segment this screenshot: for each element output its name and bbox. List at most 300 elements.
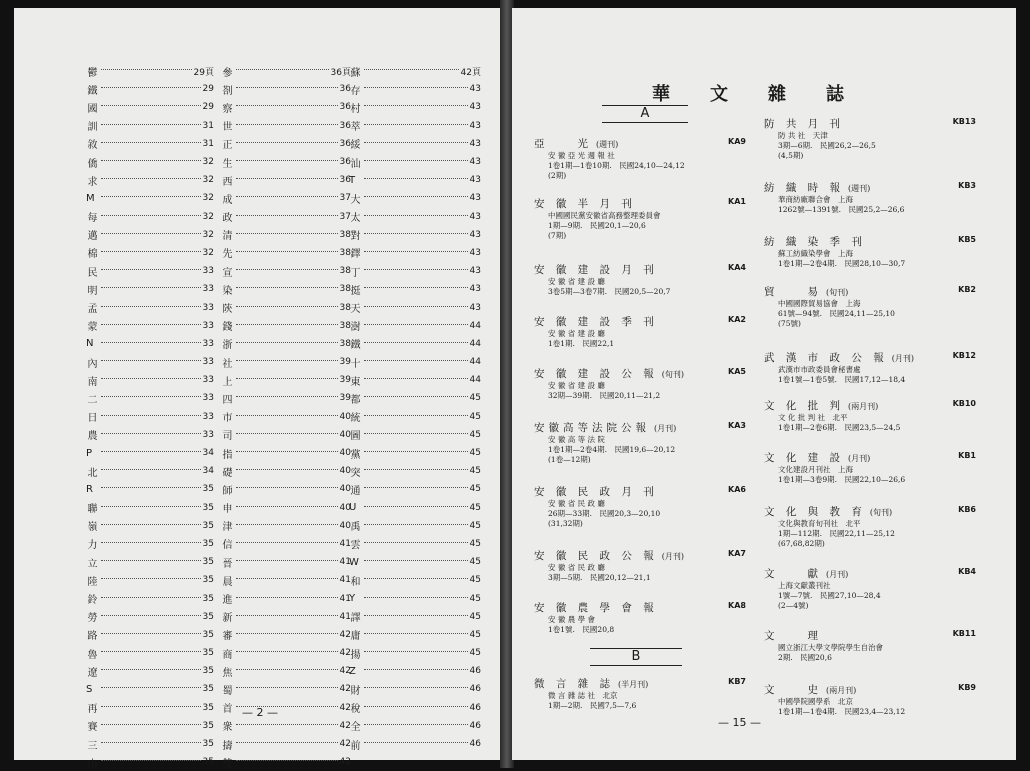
- index-row: [349, 499, 481, 517]
- call-number: KA8: [728, 601, 746, 610]
- index-row: [86, 680, 214, 698]
- index-page-number: 33: [202, 338, 214, 349]
- index-character: 遼: [87, 667, 98, 679]
- holding-detail: 蘇工紡織染學會 上海: [778, 249, 853, 258]
- index-page-number: 46: [469, 684, 481, 695]
- index-character: 澍: [350, 322, 361, 334]
- index-row: [86, 135, 214, 153]
- index-character: 商: [222, 649, 233, 661]
- leader-dots: [101, 651, 201, 652]
- index-page-number: 29: [202, 84, 214, 95]
- index-row: [86, 499, 214, 517]
- index-row: [86, 371, 214, 389]
- index-row: [86, 444, 214, 462]
- index-page-number: 35: [202, 502, 214, 513]
- index-row: [86, 626, 214, 644]
- periodical-entry: [764, 628, 974, 663]
- periodical-frequency: (月刊): [661, 552, 684, 561]
- periodical-title: [534, 136, 744, 151]
- index-page-number: 37: [339, 211, 351, 222]
- leader-dots: [101, 578, 201, 579]
- leader-dots: [101, 742, 201, 743]
- periodical-frequency: (週刊): [596, 140, 619, 149]
- index-character: 稅: [350, 704, 361, 716]
- periodical-title: [764, 566, 974, 581]
- index-character: 綏: [350, 140, 361, 152]
- leader-dots: [364, 142, 468, 143]
- index-row: [221, 426, 351, 444]
- call-number: KB12: [952, 351, 976, 360]
- index-page-number: 43: [469, 193, 481, 204]
- leader-dots: [236, 524, 338, 525]
- periodical-title-text: 安徽高等法院公報: [534, 422, 650, 434]
- index-row: [349, 389, 481, 407]
- periodical-entry: [764, 682, 974, 717]
- index-character: 信: [222, 540, 233, 552]
- index-row: [86, 644, 214, 662]
- leader-dots: [364, 651, 468, 652]
- index-character: 社: [222, 358, 233, 370]
- index-row: [349, 571, 481, 589]
- leader-dots: [101, 396, 201, 397]
- holding-detail: 微 言 雜 誌 社 北京: [548, 691, 618, 700]
- leader-dots: [101, 560, 201, 561]
- leader-dots: [364, 178, 468, 179]
- leader-dots: [236, 742, 338, 743]
- leader-dots: [364, 215, 468, 216]
- index-character: 僑: [87, 158, 98, 170]
- index-row: [86, 389, 214, 407]
- index-row: [86, 98, 214, 116]
- index-character: 雙: [222, 758, 233, 770]
- leader-dots: [236, 124, 338, 125]
- index-row: [221, 553, 351, 571]
- index-page-number: 42: [339, 702, 351, 713]
- leader-dots: [101, 360, 201, 361]
- leader-dots: [364, 451, 468, 452]
- holding-detail: 61號—94號. 民國24,11—25,10: [778, 309, 895, 318]
- index-row: [221, 480, 351, 498]
- leader-dots: [364, 633, 468, 634]
- periodical-title: [764, 450, 974, 465]
- index-row: [221, 80, 351, 98]
- leader-dots: [236, 251, 338, 252]
- holding-detail: 上海文獻叢刊社: [778, 581, 831, 590]
- index-letter: W: [349, 556, 359, 568]
- index-row: [221, 462, 351, 480]
- index-page-number: 33: [202, 266, 214, 277]
- periodical-entry: [534, 136, 744, 181]
- index-page-number: 45: [469, 557, 481, 568]
- index-page-number: 33: [202, 302, 214, 313]
- holding-detail: 中國學院國學系 北京: [778, 697, 853, 706]
- index-character: 通: [350, 485, 361, 497]
- holding-detail: 2期. 民國20,6: [778, 653, 832, 662]
- index-row: [86, 208, 214, 226]
- periodical-title-text: 亞 光: [534, 138, 592, 150]
- periodical-frequency: (月刊): [826, 570, 849, 579]
- index-character: 師: [222, 485, 233, 497]
- index-row: [349, 462, 481, 480]
- index-page-number: 44: [469, 357, 481, 368]
- holding-detail: 1卷1期—1卷10期. 民國24,10—24,12: [548, 161, 685, 170]
- index-row: [86, 317, 214, 335]
- index-row: [221, 135, 351, 153]
- index-row: [86, 699, 214, 717]
- index-page-number: 40: [339, 429, 351, 440]
- index-page-number: 35: [202, 720, 214, 731]
- index-row: [221, 389, 351, 407]
- call-number: KA6: [728, 485, 746, 494]
- periodical-entry: [534, 262, 744, 297]
- index-page-number: 35: [202, 557, 214, 568]
- leader-dots: [236, 615, 338, 616]
- leader-dots: [236, 724, 338, 725]
- leader-dots: [236, 433, 338, 434]
- index-row: [349, 589, 481, 607]
- index-row: [349, 80, 481, 98]
- index-character: 剳: [222, 85, 233, 97]
- leader-dots: [364, 706, 468, 707]
- periodical-title: [534, 262, 744, 277]
- call-number: KB9: [958, 683, 976, 692]
- leader-dots: [101, 342, 201, 343]
- call-number: KB4: [958, 567, 976, 576]
- index-row: [221, 62, 351, 80]
- periodical-title-text: 安 徽 半 月 刊: [534, 198, 636, 210]
- index-row: [221, 589, 351, 607]
- index-character: 民: [87, 267, 98, 279]
- index-character: 政: [222, 213, 233, 225]
- index-page-number: 35: [202, 520, 214, 531]
- periodical-title: [764, 628, 974, 643]
- index-page-number: 45: [469, 429, 481, 440]
- index-page-number: 33: [202, 411, 214, 422]
- leader-dots: [236, 451, 338, 452]
- index-character: 明: [87, 285, 98, 297]
- index-row: [349, 735, 481, 753]
- index-row: [86, 608, 214, 626]
- index-page-number: 36: [339, 120, 351, 131]
- index-character: 蒙: [87, 322, 98, 334]
- leader-dots: [101, 597, 201, 598]
- index-character: 蘇: [350, 67, 361, 79]
- periodical-entry: [534, 366, 744, 401]
- leader-dots: [236, 597, 338, 598]
- leader-dots: [236, 269, 338, 270]
- index-row: [349, 444, 481, 462]
- index-row: [221, 699, 351, 717]
- holding-detail: (67,68,82期): [778, 539, 825, 548]
- holding-detail: 安 徽 省 建 設 廳: [548, 381, 605, 390]
- index-page-number: 35: [202, 538, 214, 549]
- index-page-number: 32: [202, 229, 214, 240]
- holding-detail: (75號): [778, 319, 801, 328]
- index-character: 村: [350, 103, 361, 115]
- leader-dots: [364, 360, 468, 361]
- index-character: 指: [222, 449, 233, 461]
- index-row: [86, 717, 214, 735]
- leader-dots: [101, 633, 201, 634]
- leader-dots: [236, 506, 338, 507]
- index-row: [86, 353, 214, 371]
- index-page-number: 36: [339, 138, 351, 149]
- index-character: 東: [350, 376, 361, 388]
- index-page-number: 42: [339, 720, 351, 731]
- index-row: [221, 517, 351, 535]
- holding-detail: 1262號—1391號. 民國25,2—26,6: [778, 205, 905, 214]
- periodical-entry: [764, 504, 974, 549]
- leader-dots: [101, 269, 201, 270]
- index-character: 世: [222, 122, 233, 134]
- index-character: 財: [350, 685, 361, 697]
- leader-dots: [236, 633, 338, 634]
- holding-detail: 文化建設月刊社 上海: [778, 465, 853, 474]
- index-character: 路: [87, 631, 98, 643]
- leader-dots: [364, 306, 468, 307]
- index-page-number: 45: [469, 448, 481, 459]
- index-row: [86, 426, 214, 444]
- index-page-number: 41: [339, 611, 351, 622]
- periodical-frequency: (月刊): [654, 424, 677, 433]
- index-row: [349, 371, 481, 389]
- leader-dots: [101, 287, 201, 288]
- index-character: 晉: [222, 558, 233, 570]
- periodical-title: [764, 398, 974, 413]
- index-row: [349, 680, 481, 698]
- index-row: [221, 717, 351, 735]
- index-character: 勞: [87, 613, 98, 625]
- index-page-number: 35: [202, 757, 214, 768]
- page-title: 華文雜誌: [652, 84, 884, 105]
- index-row: [221, 262, 351, 280]
- left-page-number: — 2 —: [242, 706, 278, 719]
- index-character: 陸: [87, 576, 98, 588]
- leader-dots: [236, 760, 338, 761]
- index-row: [86, 62, 214, 80]
- index-row: [86, 171, 214, 189]
- leader-dots: [236, 542, 338, 543]
- leader-dots: [364, 724, 468, 725]
- index-row: [221, 499, 351, 517]
- leader-dots: [236, 560, 338, 561]
- index-character: 四: [222, 394, 233, 406]
- leader-dots: [101, 433, 201, 434]
- call-number: KB3: [958, 181, 976, 190]
- index-character: 新: [222, 613, 233, 625]
- call-number: KA1: [728, 197, 746, 206]
- leader-dots: [101, 87, 201, 88]
- index-row: [86, 517, 214, 535]
- index-page-number: 40: [339, 520, 351, 531]
- holding-detail: 1卷1期—2卷4期. 民國19,6—20,12: [548, 445, 676, 454]
- periodical-title: [764, 504, 974, 519]
- index-page-number: 45: [469, 393, 481, 404]
- left-page: [14, 8, 504, 770]
- periodical-title-text: 防 共 月 刊: [764, 118, 845, 130]
- holding-detail: (2期): [548, 171, 567, 180]
- index-page-number: 35: [202, 702, 214, 713]
- leader-dots: [236, 69, 329, 70]
- holding-detail: 1期—2期. 民國7,5—7,6: [548, 701, 637, 710]
- index-page-number: 29: [202, 102, 214, 113]
- index-page-number: 46: [469, 720, 481, 731]
- call-number: KA3: [728, 421, 746, 430]
- index-character: 魯: [87, 649, 98, 661]
- leader-dots: [364, 124, 468, 125]
- leader-dots: [364, 342, 468, 343]
- index-row: [86, 244, 214, 262]
- periodical-entry: [534, 420, 744, 465]
- index-row: [86, 189, 214, 207]
- index-character: 津: [222, 522, 233, 534]
- call-number: KA9: [728, 137, 746, 146]
- index-row: [221, 117, 351, 135]
- leader-dots: [364, 160, 468, 161]
- periodical-title: [764, 350, 974, 365]
- index-page-number: 32: [202, 157, 214, 168]
- index-character: 聯: [87, 504, 98, 516]
- holding-detail: 安 徽 農 學 會: [548, 615, 596, 624]
- index-row: [221, 189, 351, 207]
- periodical-title: [764, 284, 974, 299]
- periodical-title-text: 安 徽 民 政 公 報: [534, 550, 658, 562]
- index-character: 山: [87, 758, 98, 770]
- index-row: [349, 62, 481, 80]
- holding-detail: 1號—7號. 民國27,10—28,4: [778, 591, 881, 600]
- periodical-title-text: 安 徽 民 政 月 刊: [534, 486, 658, 498]
- index-page-number: 44: [469, 338, 481, 349]
- index-row: [86, 662, 214, 680]
- leader-dots: [364, 415, 468, 416]
- index-page-number: 43: [469, 284, 481, 295]
- index-row: [221, 371, 351, 389]
- holding-detail: 安 徽 高 等 法 院: [548, 435, 605, 444]
- leader-dots: [101, 160, 201, 161]
- index-page-number: 46: [469, 739, 481, 750]
- leader-dots: [101, 233, 201, 234]
- holding-detail: 3期—6期. 民國26,2—26,5: [778, 141, 876, 150]
- index-page-number: 38: [339, 266, 351, 277]
- index-page-number: 36: [339, 175, 351, 186]
- index-page-number: 35: [202, 575, 214, 586]
- index-page-number: 32: [202, 247, 214, 258]
- index-character: 丁: [350, 267, 361, 279]
- index-character: 黨: [350, 449, 361, 461]
- call-number: KA2: [728, 315, 746, 324]
- index-character: 司: [222, 431, 233, 443]
- index-row: [86, 408, 214, 426]
- index-page-number: 42: [339, 684, 351, 695]
- index-character: 內: [87, 358, 98, 370]
- index-row: [349, 699, 481, 717]
- holding-detail: 安 徽 省 建 設 廳: [548, 277, 605, 286]
- leader-dots: [236, 378, 338, 379]
- index-page-number: 33: [202, 393, 214, 404]
- leader-dots: [364, 542, 468, 543]
- index-character: 存: [350, 85, 361, 97]
- index-page-number: 36: [339, 84, 351, 95]
- index-page-number: 36: [339, 102, 351, 113]
- index-character: 求: [87, 176, 98, 188]
- index-row: [349, 298, 481, 316]
- index-page-number: 37: [339, 193, 351, 204]
- index-row: [349, 317, 481, 335]
- leader-dots: [101, 306, 201, 307]
- holding-detail: 3卷5期—3卷7期. 民國20,5—20,7: [548, 287, 671, 296]
- index-row: [221, 626, 351, 644]
- leader-dots: [364, 105, 468, 106]
- leader-dots: [364, 506, 468, 507]
- index-page-number: 44: [469, 375, 481, 386]
- leader-dots: [101, 760, 201, 761]
- index-character: 申: [222, 504, 233, 516]
- index-page-number: 45: [469, 575, 481, 586]
- leader-dots: [364, 615, 468, 616]
- leader-dots: [236, 306, 338, 307]
- index-row: [349, 608, 481, 626]
- index-page-number: 39: [339, 357, 351, 368]
- index-character: 市: [222, 413, 233, 425]
- periodical-title: [764, 116, 974, 131]
- periodical-title-text: 文 化 批 判: [764, 400, 845, 412]
- index-row: [221, 753, 351, 771]
- holding-detail: 中國國民黨安徽省高務整理委員會: [548, 211, 661, 220]
- index-page-number: 43: [469, 157, 481, 168]
- holding-detail: (7期): [548, 231, 567, 240]
- index-row: [86, 298, 214, 316]
- holding-detail: 安 徽 亞 光 週 報 社: [548, 151, 615, 160]
- index-letter: T: [349, 174, 356, 186]
- index-character: 突: [350, 467, 361, 479]
- leader-dots: [364, 560, 468, 561]
- index-row: [86, 117, 214, 135]
- index-character: 成: [222, 194, 233, 206]
- index-row: [86, 262, 214, 280]
- index-character: 鈴: [87, 595, 98, 607]
- periodical-title-text: 安 徽 建 設 季 刊: [534, 316, 658, 328]
- index-character: 生: [222, 158, 233, 170]
- index-character: 首: [222, 704, 233, 716]
- index-character: 立: [87, 558, 98, 570]
- periodical-frequency: (半月刊): [618, 680, 649, 689]
- leader-dots: [236, 196, 338, 197]
- index-character: 蜀: [222, 685, 233, 697]
- leader-dots: [101, 706, 201, 707]
- periodical-frequency: (兩月刊): [826, 686, 857, 695]
- periodical-entry: [764, 450, 974, 485]
- index-row: [221, 226, 351, 244]
- periodical-title: [764, 234, 974, 249]
- holding-detail: (31,32期): [548, 519, 583, 528]
- leader-dots: [101, 415, 201, 416]
- index-page-number: 40: [339, 466, 351, 477]
- index-character: 汕: [350, 158, 361, 170]
- index-character: 晨: [222, 576, 233, 588]
- index-page-number: 34: [202, 466, 214, 477]
- index-row: [349, 135, 481, 153]
- index-page-number: 41: [339, 575, 351, 586]
- index-page-number: 45: [469, 629, 481, 640]
- periodical-entry: [534, 676, 744, 711]
- index-letter: S: [86, 683, 93, 695]
- index-page-number: 38: [339, 302, 351, 313]
- leader-dots: [236, 142, 338, 143]
- holding-detail: 1期—112期. 民國22,11—25,12: [778, 529, 895, 538]
- periodical-frequency: (週刊): [848, 184, 871, 193]
- holding-detail: 3期—5期. 民國20,12—21,1: [548, 573, 651, 582]
- index-row: [221, 444, 351, 462]
